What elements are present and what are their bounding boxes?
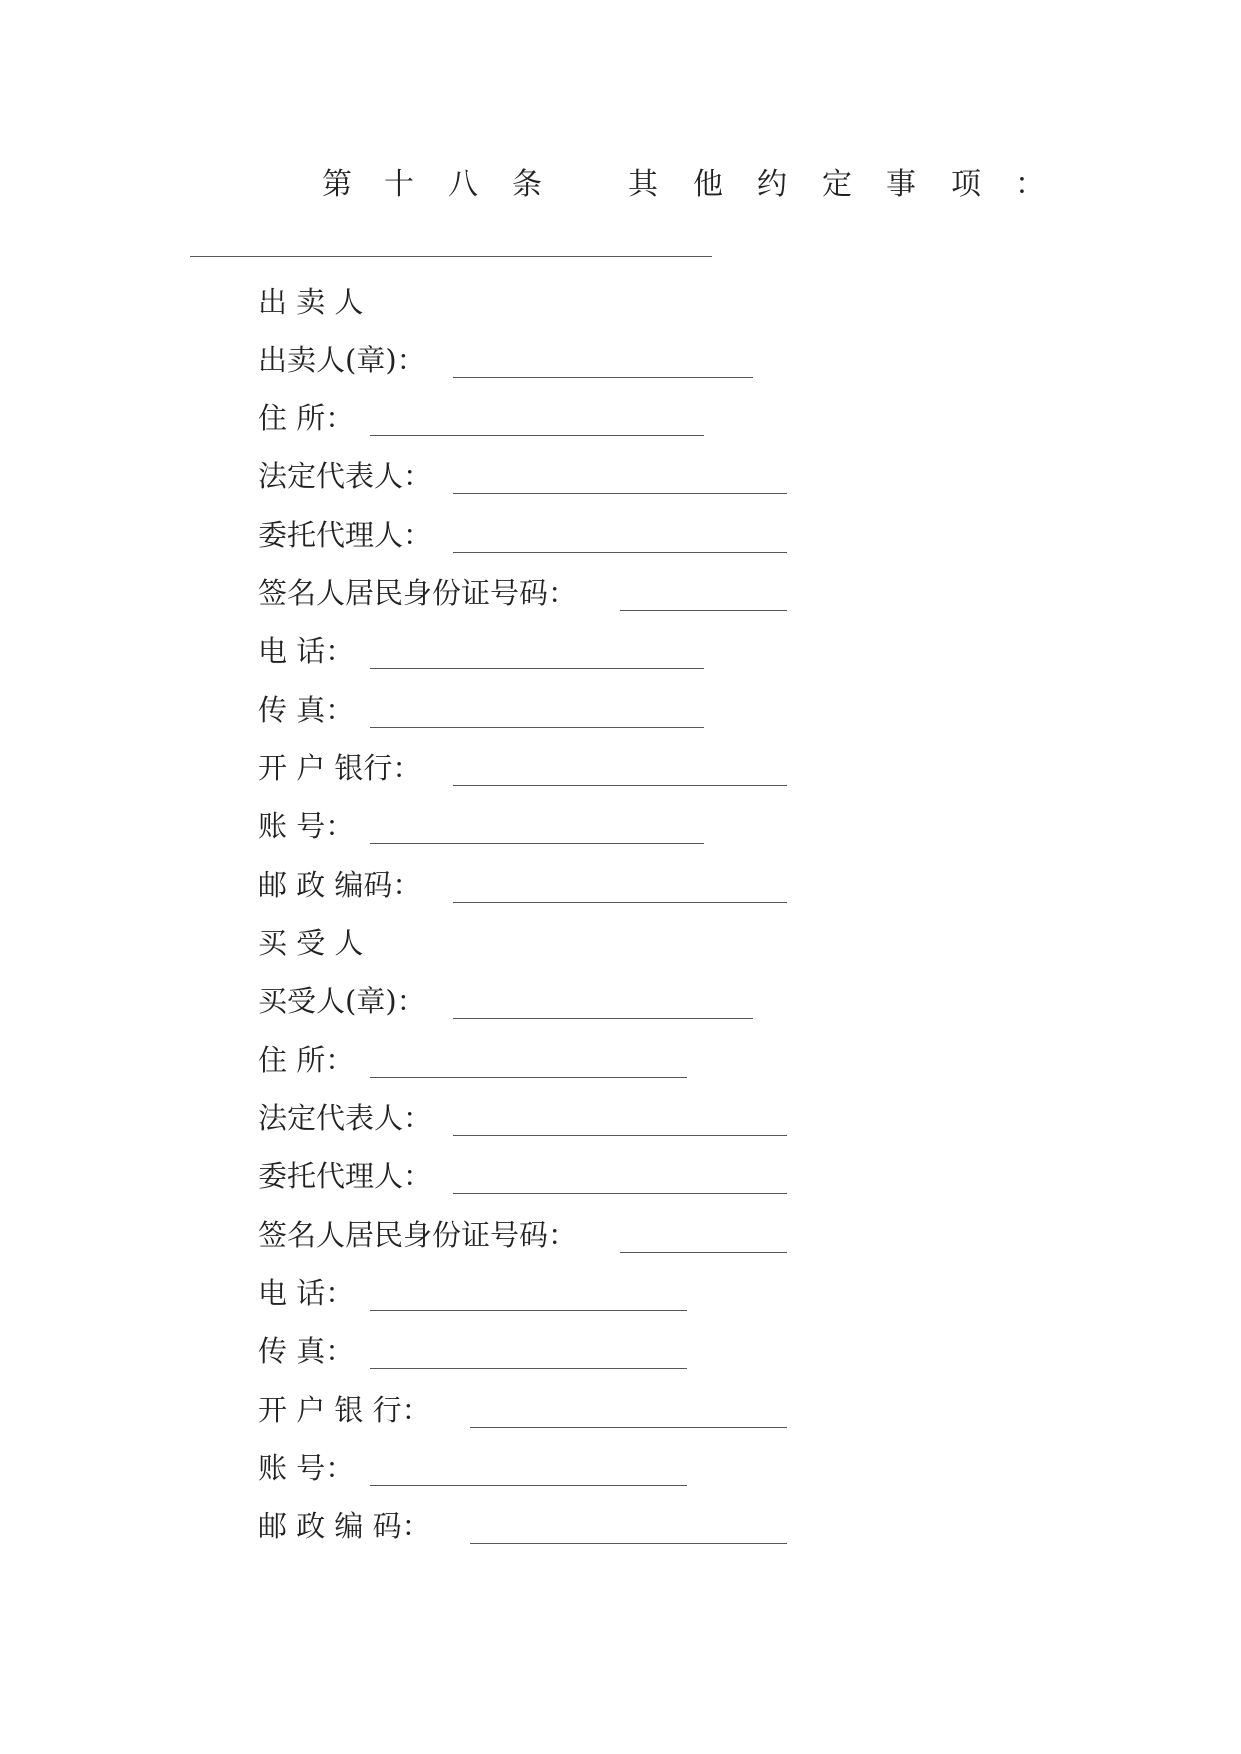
buyer-seal-blank[interactable] <box>453 1018 753 1019</box>
buyer-legal-rep-field <box>258 1094 818 1142</box>
seller-section-title <box>258 278 818 326</box>
seller-seal-field <box>258 336 818 384</box>
buyer-fax-blank[interactable] <box>370 1368 687 1369</box>
field-label: 开 户 银 行： <box>258 1393 431 1427</box>
field-label: 开 户 银行： <box>258 751 422 785</box>
buyer-phone-field <box>258 1269 818 1317</box>
other-terms-blank-line[interactable] <box>190 256 712 257</box>
seller-account-blank[interactable] <box>370 843 704 844</box>
buyer-phone-blank[interactable] <box>370 1310 687 1311</box>
field-label: 账 号： <box>258 809 355 843</box>
field-label: 委托代理人： <box>258 1159 433 1193</box>
buyer-seal-field <box>258 977 818 1025</box>
heading-char: 他 <box>693 167 723 202</box>
section-title: 买 受 人 <box>258 926 364 960</box>
seller-seal-blank[interactable] <box>453 377 753 378</box>
heading-char: 十 <box>384 167 414 202</box>
buyer-bank-blank[interactable] <box>470 1427 787 1428</box>
heading-char: 约 <box>757 167 787 202</box>
heading-char: 事 <box>886 167 916 202</box>
buyer-postcode-field <box>258 1502 818 1550</box>
seller-postcode-blank[interactable] <box>453 902 787 903</box>
buyer-agent-field <box>258 1152 818 1200</box>
seller-bank-blank[interactable] <box>453 785 787 786</box>
heading-char: 其 <box>628 167 658 202</box>
section-title: 出 卖 人 <box>258 285 364 319</box>
seller-agent-field <box>258 511 818 559</box>
field-label: 传 真： <box>258 1334 355 1368</box>
seller-phone-blank[interactable] <box>370 668 704 669</box>
field-label: 出卖人(章)： <box>258 343 426 377</box>
field-label: 电 话： <box>258 1276 355 1310</box>
seller-account-field <box>258 802 818 850</box>
buyer-id-number-field <box>258 1211 818 1259</box>
seller-postcode-field <box>258 861 818 909</box>
seller-legal-rep-field <box>258 452 818 500</box>
field-label: 法定代表人： <box>258 459 433 493</box>
buyer-address-field <box>258 1036 818 1084</box>
field-label: 电 话： <box>258 634 355 668</box>
heading-char: 第 <box>322 167 352 202</box>
seller-fax-blank[interactable] <box>370 727 704 728</box>
field-label: 邮 政 编 码： <box>258 1509 431 1543</box>
field-label: 签名人居民身份证号码： <box>258 576 578 610</box>
field-label: 住 所： <box>258 1043 355 1077</box>
seller-fax-field <box>258 686 818 734</box>
field-label: 签名人居民身份证号码： <box>258 1218 578 1252</box>
field-label: 传 真： <box>258 693 355 727</box>
seller-id-number-field <box>258 569 818 617</box>
buyer-account-field <box>258 1444 818 1492</box>
buyer-fax-field <box>258 1327 818 1375</box>
buyer-agent-blank[interactable] <box>453 1193 787 1194</box>
seller-agent-blank[interactable] <box>453 552 787 553</box>
seller-phone-field <box>258 627 818 675</box>
field-label: 买受人(章)： <box>258 984 426 1018</box>
seller-address-blank[interactable] <box>370 435 704 436</box>
buyer-address-blank[interactable] <box>370 1077 687 1078</box>
seller-address-field <box>258 394 818 442</box>
buyer-id-number-blank[interactable] <box>620 1252 787 1253</box>
buyer-legal-rep-blank[interactable] <box>453 1135 787 1136</box>
seller-bank-field <box>258 744 818 792</box>
seller-id-number-blank[interactable] <box>620 610 787 611</box>
field-label: 账 号： <box>258 1451 355 1485</box>
buyer-section-title <box>258 919 818 967</box>
heading-char: 项 <box>951 167 981 202</box>
heading-char: 条 <box>512 167 542 202</box>
field-label: 法定代表人： <box>258 1101 433 1135</box>
buyer-bank-field <box>258 1386 818 1434</box>
buyer-postcode-blank[interactable] <box>470 1543 787 1544</box>
article-heading <box>260 150 1050 220</box>
heading-char: 定 <box>822 167 852 202</box>
field-label: 委托代理人： <box>258 518 433 552</box>
field-label: 住 所： <box>258 401 355 435</box>
buyer-account-blank[interactable] <box>370 1485 687 1486</box>
seller-legal-rep-blank[interactable] <box>453 493 787 494</box>
heading-colon: ： <box>1015 167 1045 202</box>
heading-char: 八 <box>448 167 478 202</box>
field-label: 邮 政 编码： <box>258 868 422 902</box>
